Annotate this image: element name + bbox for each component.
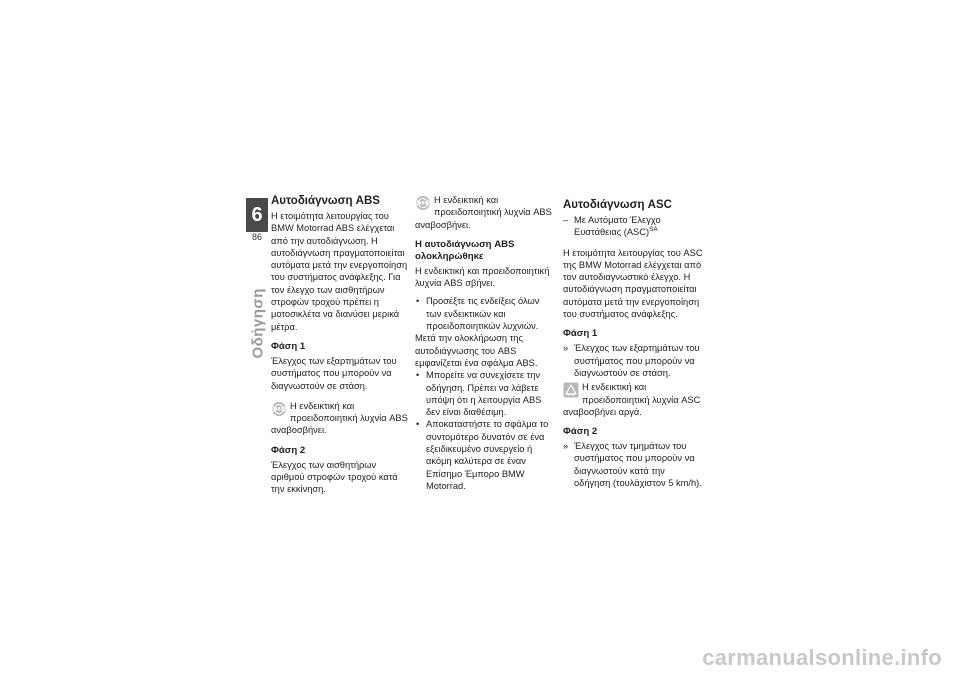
- abs-phase1-note-text: Η ενδεικτική και προειδοποιητική λυχνία ABS αναβοσβήνει.: [271, 400, 408, 436]
- abs-phase1-note: [271, 400, 411, 437]
- abs-complete-title: Η αυτοδιάγνωση ABS ολοκληρώθηκε: [415, 238, 515, 262]
- list-item: • Προσέξτε τις ενδείξεις όλων των ενδεικτικών και προειδοποιητικών λυχνιών.: [415, 295, 555, 332]
- abs-phase1-title: Φάση 1: [271, 340, 306, 352]
- abs-diagnosis-intro: Η ετοιμότητα λειτουργίας του BMW Motorrad ABS ελέγχεται από την αυτοδιάγνωση. Η αυτοδιάγνωση πραγματοποιείται αυτόματα μετά την ενεργοποίηση του συστήματος ανάφλεξης. Για τον έλεγχο των αισθητήρων στροφών τροχού πρέπει η μοτοσικλέτα να διανύσει μερικά μέτρα.: [271, 211, 408, 332]
- step-mark: »: [563, 343, 569, 354]
- list-item: • Αποκαταστήστε το σφάλμα το συντομότερο δυνατόν σε ένα εξειδικευμένο συνεργείο ή ακόμη καλύτερα σε έναν Επίσημο Έμπορο BMW Motorrad.: [415, 418, 555, 492]
- page-number: 86: [251, 232, 262, 242]
- column-abs-diagnosis-cont: [415, 194, 555, 492]
- abs-phase2-note: [415, 194, 555, 231]
- abs-warning-light-icon: [415, 195, 431, 211]
- abs-phase1-text: Έλεγχος των εξαρτημάτων του συστήματος που μπορούν να διαγνωστούν σε στάση.: [271, 355, 397, 391]
- asc-phase1-note: [563, 381, 703, 418]
- chapter-label: Οδήγηση: [249, 288, 267, 359]
- column-asc-diagnosis: [563, 198, 703, 489]
- svg-text:ABS: ABS: [418, 200, 428, 206]
- asc-diagnosis-intro: Η ετοιμότητα λειτουργίας του ASC της BMW Motorrad ελέγχεται από τον αυτοδιαγνωστικό έλεγχο. Η αυτοδιάγνωση πραγματοποιείται αυτόματα μετά την ενεργοποίηση του συστήματος ανάφλεξης.: [563, 247, 703, 320]
- column-abs-diagnosis: [271, 194, 411, 496]
- asc-phase2-step: [563, 440, 703, 489]
- asc-option-text: Με Αυτόματο Έλεγχο Ευστάθειας (ASC): [574, 215, 661, 238]
- asc-phase2-title: Φάση 2: [563, 426, 598, 438]
- svg-text:ABS: ABS: [274, 406, 284, 412]
- abs-phase2-text: Έλεγχος των αισθητήρων αριθμού στροφών τροχού κατά την εκκίνηση.: [271, 459, 398, 495]
- asc-phase1-title: Φάση 1: [563, 328, 598, 340]
- asc-warning-light-icon: [563, 382, 579, 398]
- asc-phase1-text: Έλεγχος των εξαρτημάτων του συστήματος που μπορούν να διαγνωστούν σε στάση.: [574, 343, 700, 378]
- abs-complete-text: Η ενδεικτική και προειδοποιητική λυχνία ABS σβήνει.: [415, 265, 550, 289]
- abs-diagnosis-title: Αυτοδιάγνωση ABS: [271, 195, 380, 207]
- abs-phase2-title: Φάση 2: [271, 444, 306, 456]
- abs-check-list: [415, 295, 555, 332]
- abs-warning-light-icon: [271, 401, 287, 417]
- list-item: • Μπορείτε να συνεχίσετε την οδήγηση. Πρέπει να λάβετε υπόψη ότι η λειτουργία ABS δεν είναι διαθέσιμη.: [415, 369, 555, 418]
- asc-phase1-step: [563, 342, 703, 379]
- asc-diagnosis-title: Αυτοδιάγνωση ASC: [563, 199, 672, 211]
- chapter-number: 6: [246, 198, 268, 232]
- asc-option-line: [563, 214, 703, 239]
- abs-phase2-note-text: Η ενδεικτική και προειδοποιητική λυχνία ABS αναβοσβήνει.: [415, 195, 552, 230]
- asc-option-sup: SA: [649, 226, 658, 234]
- watermark: carmanualsonline.info: [702, 645, 942, 670]
- dash-mark: –: [563, 215, 569, 225]
- abs-fault-list: [415, 369, 555, 492]
- abs-fault-text: Μετά την ολοκλήρωση της αυτοδιάγνωσης του ABS εμφανίζεται ένα σφάλμα ABS.: [415, 333, 538, 368]
- step-mark: »: [563, 441, 569, 452]
- asc-phase2-text: Έλεγχος των τμημάτων του συστήματος που μπορούν να διαγνωστούν κατά την οδήγηση (τουλάχιστον 5 km/h).: [574, 441, 702, 489]
- asc-phase1-note-text: Η ενδεικτική και προειδοποιητική λυχνία ASC αναβοσβήνει αργά.: [563, 382, 701, 417]
